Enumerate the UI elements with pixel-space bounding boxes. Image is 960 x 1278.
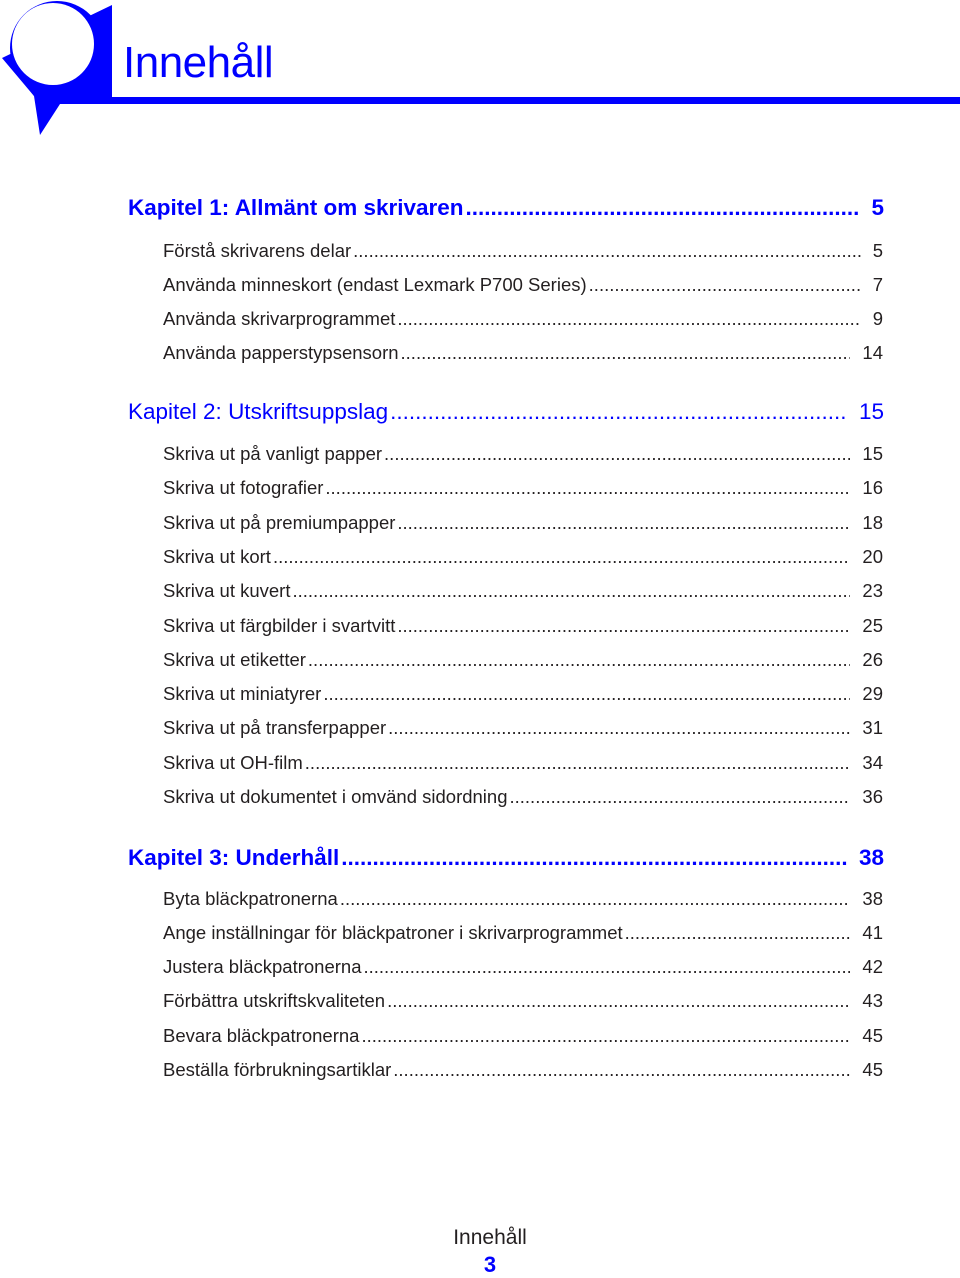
entry-page: 5 — [872, 240, 883, 261]
toc-entry[interactable] — [163, 308, 883, 330]
toc-entry[interactable] — [163, 922, 883, 944]
entry-page: 45 — [862, 1025, 883, 1046]
entry-label: Skriva ut kuvert — [163, 580, 291, 601]
chapter-label: Kapitel 2: Utskriftsuppslag — [128, 399, 389, 424]
entry-label: Skriva ut på transferpapper — [163, 717, 387, 738]
entry-page: 38 — [862, 888, 883, 909]
entry-page: 18 — [862, 512, 883, 533]
toc-entry[interactable] — [163, 956, 883, 978]
entry-page: 14 — [862, 342, 883, 363]
leader-dots — [384, 443, 850, 465]
leader-dots — [401, 342, 851, 364]
toc-entry[interactable] — [163, 888, 883, 910]
leader-dots — [323, 683, 850, 705]
leader-dots — [363, 956, 850, 978]
leader-dots — [305, 752, 851, 774]
entry-label: Byta bläckpatronerna — [163, 888, 338, 909]
entry-label: Skriva ut OH-film — [163, 752, 303, 773]
toc-entry[interactable] — [163, 546, 883, 568]
toc-entry[interactable] — [163, 512, 883, 534]
entry-page: 45 — [862, 1059, 883, 1080]
entry-page: 7 — [872, 274, 883, 295]
leader-dots — [308, 649, 851, 671]
footer-section-label: Innehåll — [453, 1226, 527, 1249]
entry-label: Bevara bläckpatronerna — [163, 1025, 360, 1046]
toc-entry[interactable] — [163, 683, 883, 705]
leader-dots — [397, 512, 850, 534]
entry-page: 25 — [862, 615, 883, 636]
leader-dots — [466, 195, 860, 221]
toc-entry[interactable] — [163, 717, 883, 739]
leader-dots — [510, 786, 851, 808]
entry-label: Förbättra utskriftskvaliteten — [163, 990, 386, 1011]
toc-entry[interactable] — [163, 240, 883, 262]
entry-page: 26 — [862, 649, 883, 670]
toc-entry[interactable] — [163, 274, 883, 296]
entry-page: 31 — [862, 717, 883, 738]
toc-entry[interactable] — [163, 443, 883, 465]
entry-label: Använda skrivarprogrammet — [163, 308, 396, 329]
leader-dots — [293, 580, 851, 602]
chapter-label: Kapitel 1: Allmänt om skrivaren — [128, 195, 464, 220]
page-title: Innehåll — [123, 38, 274, 87]
entry-page: 36 — [862, 786, 883, 807]
toc-entry[interactable] — [163, 580, 883, 602]
entry-page: 23 — [862, 580, 883, 601]
entry-page: 29 — [862, 683, 883, 704]
leader-dots — [388, 717, 850, 739]
entry-label: Beställa förbrukningsartiklar — [163, 1059, 392, 1080]
entry-page: 20 — [862, 546, 883, 567]
entry-label: Skriva ut färgbilder i svartvitt — [163, 615, 396, 636]
entry-label: Skriva ut på premiumpapper — [163, 512, 396, 533]
entry-label: Justera bläckpatronerna — [163, 956, 362, 977]
leader-dots — [397, 308, 860, 330]
entry-label: Använda papperstypsensorn — [163, 342, 399, 363]
leader-dots — [361, 1025, 850, 1047]
entry-label: Skriva ut miniatyrer — [163, 683, 322, 704]
entry-page: 9 — [872, 308, 883, 329]
entry-page: 16 — [862, 477, 883, 498]
leader-dots — [325, 477, 850, 499]
title-rule — [112, 97, 960, 104]
toc-entry[interactable] — [163, 786, 883, 808]
entry-page: 42 — [862, 956, 883, 977]
entry-label: Använda minneskort (endast Lexmark P700 Series) — [163, 274, 587, 295]
entry-page: 43 — [862, 990, 883, 1011]
entry-label: Skriva ut dokumentet i omvänd sidordning — [163, 786, 508, 807]
page-corner-logo-icon — [0, 0, 120, 140]
toc-chapter-2[interactable] — [128, 399, 884, 425]
toc-entry[interactable] — [163, 1025, 883, 1047]
entry-label: Skriva ut etiketter — [163, 649, 306, 670]
footer-page-number: 3 — [483, 1252, 497, 1277]
toc-entry[interactable] — [163, 342, 883, 364]
leader-dots — [341, 845, 847, 871]
toc-entry[interactable] — [163, 649, 883, 671]
entry-label: Förstå skrivarens delar — [163, 240, 352, 261]
leader-dots — [387, 990, 850, 1012]
toc-entry[interactable] — [163, 477, 883, 499]
leader-dots — [353, 240, 861, 262]
entry-page: 34 — [862, 752, 883, 773]
leader-dots — [589, 274, 861, 296]
chapter-label: Kapitel 3: Underhåll — [128, 845, 340, 870]
leader-dots — [393, 1059, 850, 1081]
entry-page: 41 — [862, 922, 883, 943]
leader-dots — [273, 546, 850, 568]
toc-entry[interactable] — [163, 1059, 883, 1081]
toc-entry[interactable] — [163, 615, 883, 637]
toc-chapter-3[interactable] — [128, 845, 884, 871]
entry-label: Skriva ut fotografier — [163, 477, 324, 498]
leader-dots — [390, 399, 847, 425]
chapter-page: 5 — [871, 195, 884, 220]
entry-label: Ange inställningar för bläckpatroner i skrivarprogrammet — [163, 922, 623, 943]
toc-entry[interactable] — [163, 990, 883, 1012]
chapter-page: 15 — [858, 399, 884, 424]
entry-label: Skriva ut kort — [163, 546, 271, 567]
leader-dots — [397, 615, 850, 637]
entry-page: 15 — [862, 443, 883, 464]
toc-chapter-1[interactable] — [128, 195, 884, 221]
entry-label: Skriva ut på vanligt papper — [163, 443, 383, 464]
leader-dots — [340, 888, 851, 910]
chapter-page: 38 — [858, 845, 884, 870]
leader-dots — [625, 922, 851, 944]
toc-entry[interactable] — [163, 752, 883, 774]
